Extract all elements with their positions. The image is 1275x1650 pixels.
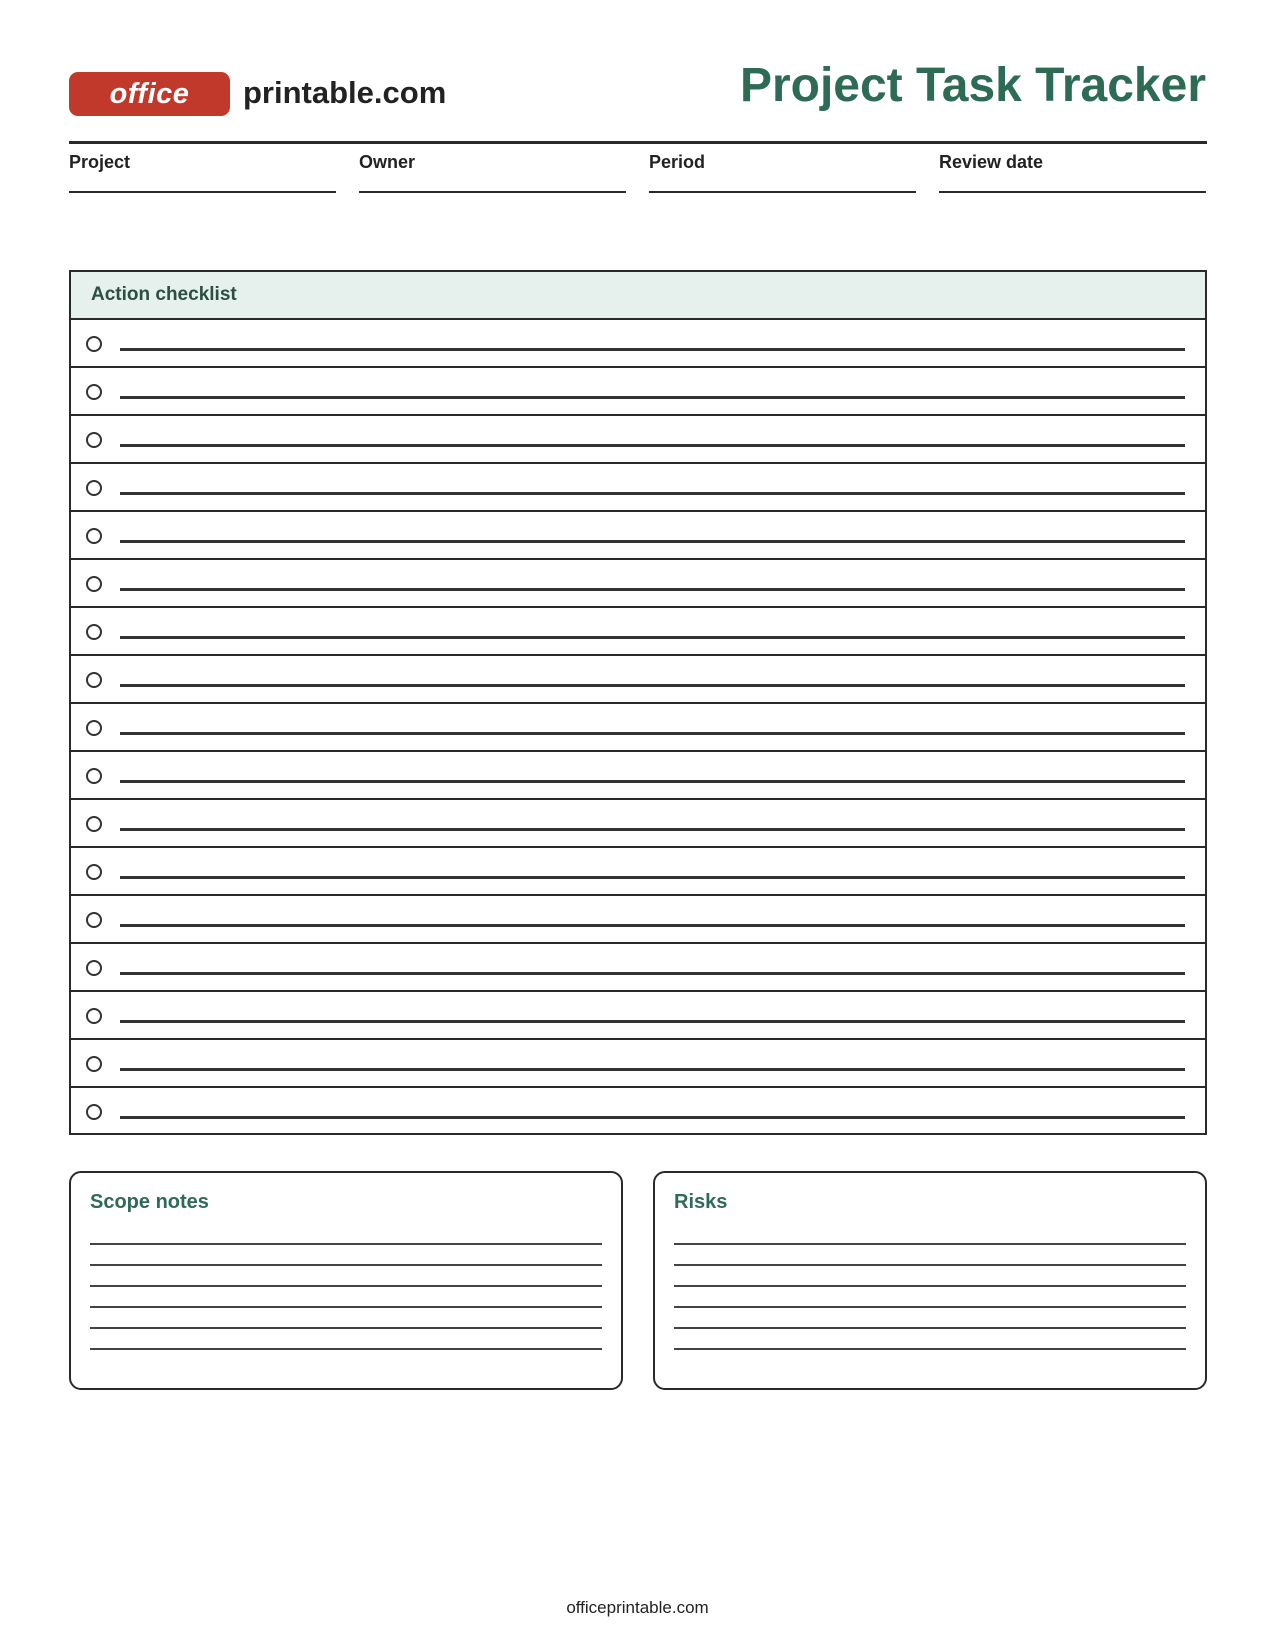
risks-box[interactable]: [653, 1171, 1207, 1390]
period-field-line: [649, 191, 916, 193]
checkbox-circle-icon[interactable]: [86, 576, 102, 592]
checkbox-circle-icon[interactable]: [86, 672, 102, 688]
review-date-field-label: Review date: [939, 152, 1044, 172]
checkbox-circle-icon[interactable]: [86, 528, 102, 544]
checkbox-circle-icon[interactable]: [86, 912, 102, 928]
checkbox-circle-icon[interactable]: [86, 432, 102, 448]
checklist-write-line[interactable]: [120, 924, 1185, 927]
checklist-row[interactable]: [71, 800, 1205, 848]
owner-field[interactable]: [359, 144, 626, 193]
checklist-write-line[interactable]: [120, 444, 1185, 447]
checklist-write-line[interactable]: [120, 540, 1185, 543]
owner-field-label: Owner: [359, 152, 416, 172]
checklist-write-line[interactable]: [120, 396, 1185, 399]
project-field-line: [69, 191, 336, 193]
note-write-line[interactable]: [90, 1348, 602, 1350]
checkbox-circle-icon[interactable]: [86, 1008, 102, 1024]
checklist-write-line[interactable]: [120, 492, 1185, 495]
action-checklist: [69, 270, 1207, 1135]
checklist-row[interactable]: [71, 1088, 1205, 1136]
checkbox-circle-icon[interactable]: [86, 960, 102, 976]
checkbox-circle-icon[interactable]: [86, 1056, 102, 1072]
checklist-row[interactable]: [71, 656, 1205, 704]
checkbox-circle-icon[interactable]: [86, 864, 102, 880]
checklist-write-line[interactable]: [120, 876, 1185, 879]
checkbox-circle-icon[interactable]: [86, 624, 102, 640]
review-date-field-line: [939, 191, 1206, 193]
project-field[interactable]: [69, 144, 336, 193]
logo-badge-text: office: [109, 77, 190, 110]
checklist-write-line[interactable]: [120, 780, 1185, 783]
logo-domain-text[interactable]: printable.com: [243, 75, 447, 110]
note-write-line[interactable]: [674, 1264, 1186, 1266]
checklist-row[interactable]: [71, 992, 1205, 1040]
checklist-header: [71, 272, 1205, 320]
checklist-write-line[interactable]: [120, 972, 1185, 975]
checklist-row[interactable]: [71, 560, 1205, 608]
note-write-line[interactable]: [674, 1348, 1186, 1350]
checkbox-circle-icon[interactable]: [86, 720, 102, 736]
checklist-row[interactable]: [71, 512, 1205, 560]
note-write-line[interactable]: [674, 1306, 1186, 1308]
note-write-line[interactable]: [90, 1285, 602, 1287]
checklist-write-line[interactable]: [120, 348, 1185, 351]
checklist-write-line[interactable]: [120, 636, 1185, 639]
checklist-rows: [71, 320, 1205, 1136]
checklist-row[interactable]: [71, 896, 1205, 944]
checklist-write-line[interactable]: [120, 1020, 1185, 1023]
note-write-line[interactable]: [674, 1285, 1186, 1287]
checklist-row[interactable]: [71, 416, 1205, 464]
checklist-write-line[interactable]: [120, 1116, 1185, 1119]
note-write-line[interactable]: [674, 1243, 1186, 1245]
checkbox-circle-icon[interactable]: [86, 816, 102, 832]
note-write-line[interactable]: [90, 1306, 602, 1308]
checklist-title: Action checklist: [91, 284, 237, 305]
checklist-write-line[interactable]: [120, 1068, 1185, 1071]
checkbox-circle-icon[interactable]: [86, 768, 102, 784]
brand-logo-badge[interactable]: [69, 72, 230, 116]
checkbox-circle-icon[interactable]: [86, 1104, 102, 1120]
period-field-label: Period: [649, 152, 706, 172]
checklist-row[interactable]: [71, 704, 1205, 752]
checklist-row[interactable]: [71, 1040, 1205, 1088]
owner-field-line: [359, 191, 626, 193]
checklist-row[interactable]: [71, 320, 1205, 368]
checklist-row[interactable]: [71, 464, 1205, 512]
period-field[interactable]: [649, 144, 916, 193]
checklist-write-line[interactable]: [120, 684, 1185, 687]
checklist-row[interactable]: [71, 752, 1205, 800]
checkbox-circle-icon[interactable]: [86, 384, 102, 400]
scope-notes-box[interactable]: [69, 1171, 623, 1390]
project-field-label: Project: [69, 152, 131, 172]
note-write-line[interactable]: [90, 1243, 602, 1245]
checklist-row[interactable]: [71, 944, 1205, 992]
checklist-row[interactable]: [71, 608, 1205, 656]
footer-url[interactable]: officeprintable.com: [566, 1598, 709, 1617]
checklist-write-line[interactable]: [120, 828, 1185, 831]
checklist-row[interactable]: [71, 368, 1205, 416]
note-write-line[interactable]: [90, 1327, 602, 1329]
checkbox-circle-icon[interactable]: [86, 336, 102, 352]
checklist-write-line[interactable]: [120, 732, 1185, 735]
checklist-row[interactable]: [71, 848, 1205, 896]
risks-title: Risks: [674, 1191, 728, 1213]
note-write-line[interactable]: [674, 1327, 1186, 1329]
checklist-write-line[interactable]: [120, 588, 1185, 591]
note-write-line[interactable]: [90, 1264, 602, 1266]
review-date-field[interactable]: [939, 144, 1206, 193]
scope-notes-title: Scope notes: [90, 1191, 209, 1213]
checkbox-circle-icon[interactable]: [86, 480, 102, 496]
page-title: Project Task Tracker: [739, 59, 1206, 112]
